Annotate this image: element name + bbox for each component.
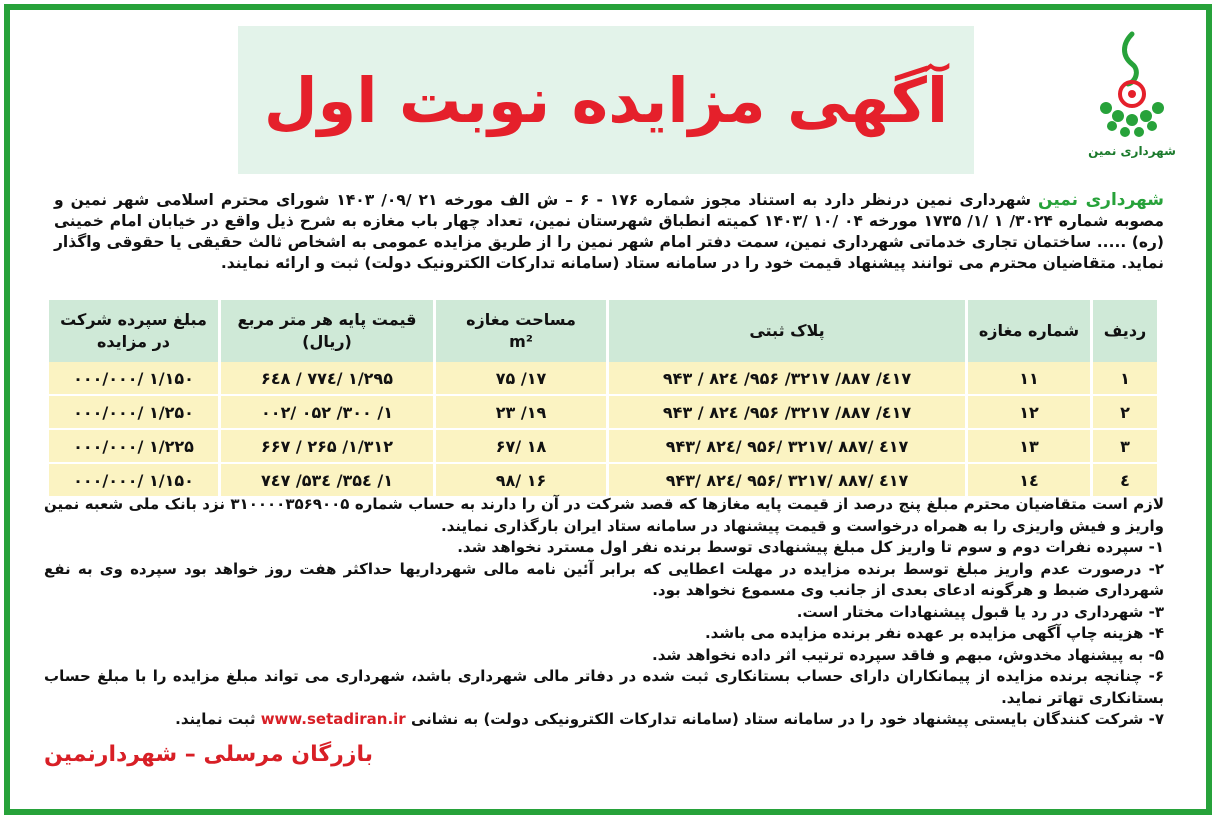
cell-plate: ۹۴۳/ ۸۲٤/ ۹۵۶/ ۳۲۱۷/ ۸۸۷/ ٤۱۷	[609, 430, 965, 464]
condition-item: ۶- چنانچه برنده مزایده از پیمانکاران دارای حساب بستانکاری ثبت شده در دفاتر مالی شهرداری باشد، شهرداری می تواند مبلغ مزایده را با مبلغ حساب بستانکاری تهاتر نماید.	[44, 667, 1164, 707]
cell-deposit: ۱/۱۵۰ /۰۰۰/۰۰۰	[49, 464, 218, 498]
municipality-logo	[1082, 30, 1182, 170]
table-row	[49, 464, 1157, 498]
logo-caption: شهرداری نمین	[1088, 144, 1176, 158]
cell-row-number: ٤	[1093, 464, 1157, 498]
header-area-unit: m²	[509, 332, 533, 351]
cell-shop-number: ۱۲	[968, 396, 1090, 430]
cell-base-price: ۱/ ۳۰۰/ ۰۵۲ /۰۰۲	[221, 396, 433, 430]
page-title: آگهی مزایده نوبت اول	[263, 63, 949, 137]
header-base-price	[221, 300, 433, 362]
conditions-lead: لازم است متقاضیان محترم مبلغ پنج درصد از قیمت پایه مغازها که قصد شرکت در آن را دارند به حساب شماره ۳۱۰۰۰۰۳۵۶۹۰۰۵ نزد بانک ملی شعبه نمین واریز و فیش واریزی را به همراه درخواست و قیمت پیشنهاد در سامانه ستاد ایران بارگذاری نمایند.	[44, 495, 1164, 535]
condition-item: ۲- درصورت عدم واریز مبلغ توسط برنده مزایده در مهلت اعطایی که برابر آئین نامه مالی شهرداریها حداکثر هفت روز خواهد بود سپرده وی به نفع شهرداری ضبط و هرگونه ادعای بعدی از جانب وی مسموع نخواهد بود.	[44, 559, 1164, 599]
header-area	[436, 300, 606, 362]
cell-row-number: ۲	[1093, 396, 1157, 430]
cell-deposit: ۱/۲۲۵ /۰۰۰/۰۰۰	[49, 430, 218, 464]
intro-paragraph	[54, 190, 1164, 274]
condition-item: ۳- شهرداری در رد یا قبول پیشنهادات مختار است.	[796, 602, 1164, 621]
condition-item-7	[44, 709, 1164, 731]
table-row	[49, 362, 1157, 396]
cell-base-price: ۱/ ۳۵٤/ ۵۳٤/ ۷٤۷	[221, 464, 433, 498]
header-area-label: مساحت مغازه	[466, 310, 576, 329]
header-row-number: ردیف	[1093, 300, 1157, 362]
condition-item: ۵- به پیشنهاد مخدوش، مبهم و فاقد سپرده ترتیب اثر داده نخواهد شد.	[652, 645, 1164, 664]
cell-row-number: ۱	[1093, 362, 1157, 396]
shops-table	[46, 300, 1160, 498]
cell-deposit: ۱/۱۵۰ /۰۰۰/۰۰۰	[49, 362, 218, 396]
header-plate: پلاک ثبتی	[609, 300, 965, 362]
intro-text: شهرداری نمین درنظر دارد به استناد مجوز شماره ۱۷۶ - ۶ – ش الف مورخه ۲۱ /۰۹/ ۱۴۰۳ شورای محترم اسلامی شهر نمین و مصوبه شماره ۳۰۲۴/ ۱ /۱/ ۱۷۳۵ مورخه ۰۴ /۱۰ /۱۴۰۳ کمیته انطباق شهرستان نمین، تعداد چهار باب مغازه به شرح ذیل واقع در خیابان امام خمینی (ره) ..... ساختمان تجاری خدماتی شهرداری نمین، سمت دفتر امام شهر نمین را از طریق مزایده عمومی به اشخاص ثالث حقیقی یا حقوقی واگذار نماید. متقاضیان محترم می توانند پیشنهاد قیمت خود را در سامانه ستاد (سامانه تدارکات الکترونیک دولت) ثبت و ارائه نمایند.	[54, 191, 1164, 272]
cell-base-price: ۱/۳۱۲/ ۲۶۵ / ۶۶۷	[221, 430, 433, 464]
table-row	[49, 396, 1157, 430]
header-deposit-label: مبلغ سپرده شرکت	[60, 310, 207, 329]
cell-base-price: ۱/۲۹۵ /۷۷٤ / ۶٤۸	[221, 362, 433, 396]
condition-item: ۱- سپرده نفرات دوم و سوم تا واریز کل مبلغ پیشنهادی توسط برنده نفر اول مسترد نخواهد شد.	[457, 538, 1164, 556]
cell-shop-number: ۱۱	[968, 362, 1090, 396]
cell-area: ۱۹/ ۲۳	[436, 396, 606, 430]
cell-row-number: ۳	[1093, 430, 1157, 464]
cell-area: ۱۷/ ۷۵	[436, 362, 606, 396]
signature: بازرگان مرسلی – شهردارنمین	[44, 742, 373, 767]
cell-area: ۱۸ /۶۷	[436, 430, 606, 464]
logo-emblem-icon	[1092, 30, 1172, 142]
cell-plate: ۹۴۳ / ۸۲٤ /۹۵۶ /۳۲۱۷ /۸۸۷ /٤۱۷	[609, 396, 965, 430]
condition-7-text: ۷- شرکت کنندگان بایستی پیشنهاد خود را در سامانه ستاد (سامانه تدارکات الکترونیکی دولت) به نشانی	[405, 710, 1164, 728]
header-price-label: قیمت پایه هر متر مربع	[237, 310, 417, 329]
cell-plate: ۹۴۳ / ۸۲٤ /۹۵۶ /۳۲۱۷ /۸۸۷ /٤۱۷	[609, 362, 965, 396]
cell-plate: ۹۴۳/ ۸۲٤/ ۹۵۶/ ۳۲۱۷/ ۸۸۷/ ٤۱۷	[609, 464, 965, 498]
setadiran-link[interactable]: www.setadiran.ir	[260, 710, 406, 728]
table-row	[49, 430, 1157, 464]
header-price-unit: (ریال)	[302, 332, 352, 351]
header-deposit	[49, 300, 218, 362]
cell-area: ۱۶ /۹۸	[436, 464, 606, 498]
header-shop-number: شماره مغازه	[968, 300, 1090, 362]
cell-shop-number: ۱۳	[968, 430, 1090, 464]
condition-7-tail: ثبت نمایند.	[175, 710, 261, 728]
table-header-row	[49, 300, 1157, 362]
conditions-section	[44, 494, 1164, 731]
header-deposit-label-2: در مزایده	[96, 332, 171, 351]
cell-shop-number: ۱٤	[968, 464, 1090, 498]
title-banner	[238, 26, 974, 174]
condition-item: ۴- هزینه چاپ آگهی مزایده بر عهده نفر برنده مزایده می باشد.	[704, 624, 1164, 642]
cell-deposit: ۱/۲۵۰ /۰۰۰/۰۰۰	[49, 396, 218, 430]
intro-brand: شهرداری نمین	[1038, 190, 1165, 210]
